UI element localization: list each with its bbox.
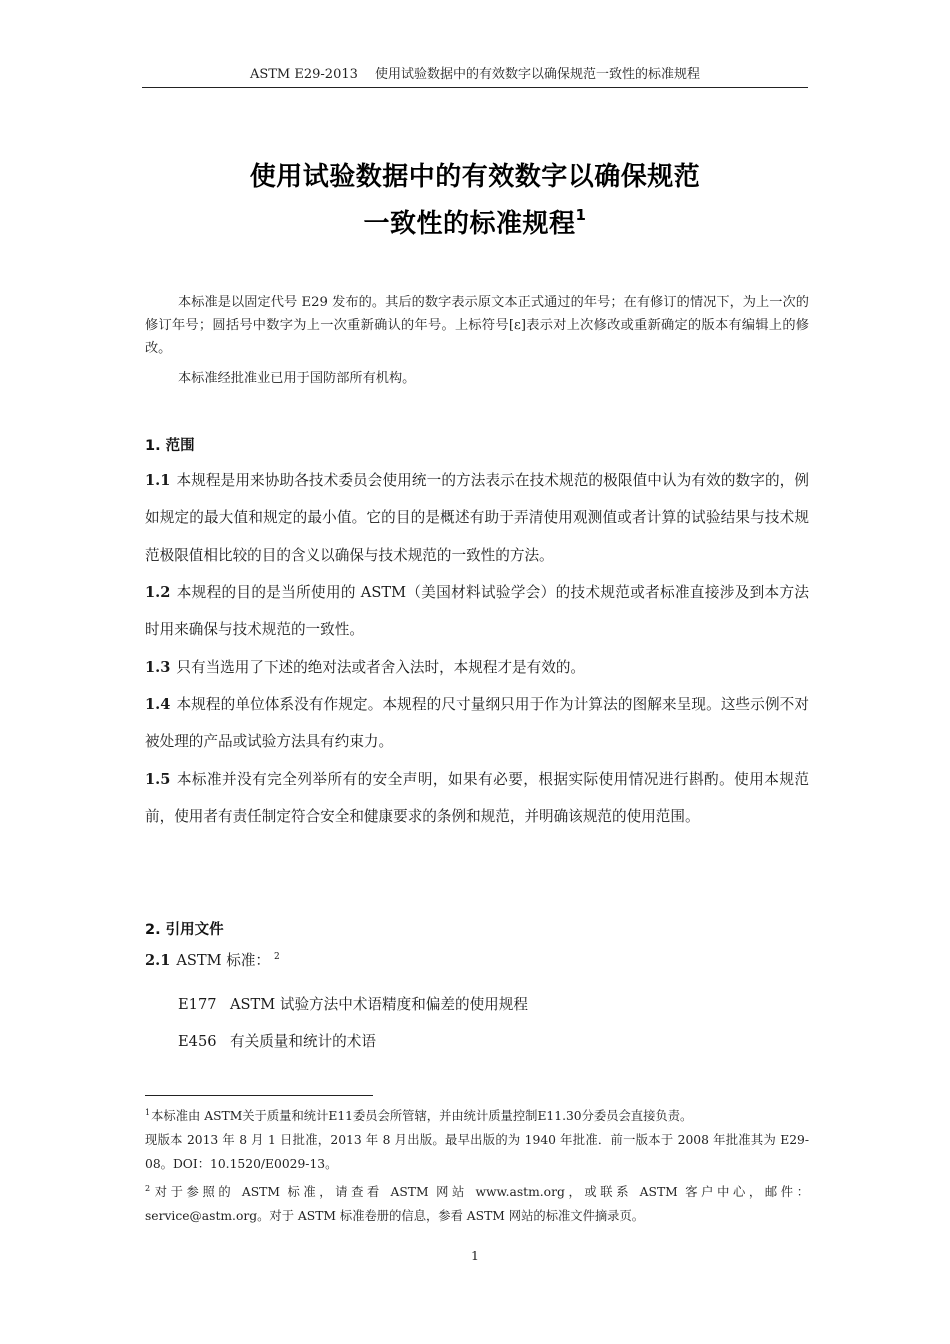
reference-title: 有关质量和统计的术语 bbox=[230, 1033, 376, 1050]
footnote-rule bbox=[145, 1095, 373, 1096]
page-number: 1 bbox=[471, 1248, 479, 1263]
clause-text: 只有当选用了下述的绝对法或者舍入法时，本规程才是有效的。 bbox=[176, 659, 586, 676]
section-heading-references: 2. 引用文件 bbox=[145, 922, 224, 938]
clause-1-1 bbox=[145, 462, 809, 574]
footnote-mark: 1 bbox=[145, 1108, 151, 1117]
clause-text: ASTM 标准： bbox=[176, 952, 271, 969]
clause-number: 2.1 bbox=[145, 952, 171, 969]
reference-title: ASTM 试验方法中术语精度和偏差的使用规程 bbox=[230, 996, 528, 1013]
reference-code: E177 bbox=[178, 996, 217, 1013]
footnote-2 bbox=[145, 1180, 809, 1228]
title-footnote-ref: 1 bbox=[575, 206, 587, 224]
clause-2-1 bbox=[145, 949, 809, 973]
title-text: 一致性的标准规程 bbox=[363, 209, 576, 239]
clause-text: 本规程的目的是当所使用的 ASTM（美国材料试验学会）的技术规范或者标准直接涉及到本方法时用来确保与技术规范的一致性。 bbox=[145, 584, 809, 639]
clause-number: 1.4 bbox=[145, 696, 171, 713]
clause-text: 本规程是用来协助各技术委员会使用统一的方法表示在技术规范的极限值中认为有效的数字的，例如规定的最大值和规定的最小值。它的目的是概述有助于弄清使用观测值或者计算的试验结果与技术规范极限值相比较的目的含义以确保与技术规范的一致性的方法。 bbox=[145, 472, 809, 564]
intro-dod-note: 本标准经批准业已用于国防部所有机构。 bbox=[178, 371, 416, 386]
clause-1-2 bbox=[145, 574, 809, 649]
document-title-line1: 使用试验数据中的有效数字以确保规范 bbox=[249, 162, 701, 192]
footnote-1 bbox=[145, 1104, 809, 1128]
clause-number: 1.1 bbox=[145, 472, 171, 489]
reference-item bbox=[178, 1032, 376, 1052]
reference-item bbox=[178, 995, 528, 1015]
clause-1-5 bbox=[145, 761, 809, 836]
clause-footnote-ref: 2 bbox=[274, 952, 280, 962]
footnote-text: 对于参照的 ASTM 标准，请查看 ASTM 网站 www.astm.org，或联系 ASTM 客户中心，邮件：service@astm.org。对于 ASTM 标准卷册的信息，参看 ASTM 网站的标准文件摘录页。 bbox=[145, 1185, 809, 1223]
section-heading-scope: 1. 范围 bbox=[145, 438, 195, 454]
header-rule bbox=[142, 87, 808, 88]
clause-number: 1.5 bbox=[145, 771, 171, 788]
clause-1-3 bbox=[145, 649, 809, 686]
intro-paragraph: 本标准是以固定代号 E29 发布的。其后的数字表示原文本正式通过的年号；在有修订的情况下，为上一次的修订年号；圆括号中数字为上一次重新确认的年号。上标符号[ε]表示对上次修改或重新确定的版本有编辑上的修改。 bbox=[145, 295, 809, 356]
reference-code: E456 bbox=[178, 1033, 217, 1050]
footnote-1-continued: 现版本 2013 年 8 月 1 日批准，2013 年 8 月出版。最早出版的为 1940 年批准．前一版本于 2008 年批准其为 E29-08。DOI：10.1520/E0029-13。 bbox=[145, 1133, 809, 1171]
footnote-text: 本标准由 ASTM关于质量和统计E11委员会所管辖，并由统计质量控制E11.30分委员会直接负责。 bbox=[151, 1109, 693, 1123]
document-title-line2 bbox=[142, 206, 808, 242]
clause-text: 本标准并没有完全列举所有的安全声明，如果有必要，根据实际使用情况进行斟酌。使用本规范前，使用者有责任制定符合安全和健康要求的条例和规范，并明确该规范的使用范围。 bbox=[145, 771, 809, 826]
clause-text: 本规程的单位体系没有作规定。本规程的尺寸量纲只用于作为计算法的图解来呈现。这些示例不对被处理的产品或试验方法具有约束力。 bbox=[145, 696, 809, 751]
clause-1-4 bbox=[145, 686, 809, 761]
clause-number: 1.2 bbox=[145, 584, 171, 601]
footnote-mark: 2 bbox=[145, 1184, 151, 1193]
clause-number: 1.3 bbox=[145, 659, 171, 676]
running-header: ASTM E29-2013 使用试验数据中的有效数字以确保规范一致性的标准规程 bbox=[249, 67, 701, 82]
